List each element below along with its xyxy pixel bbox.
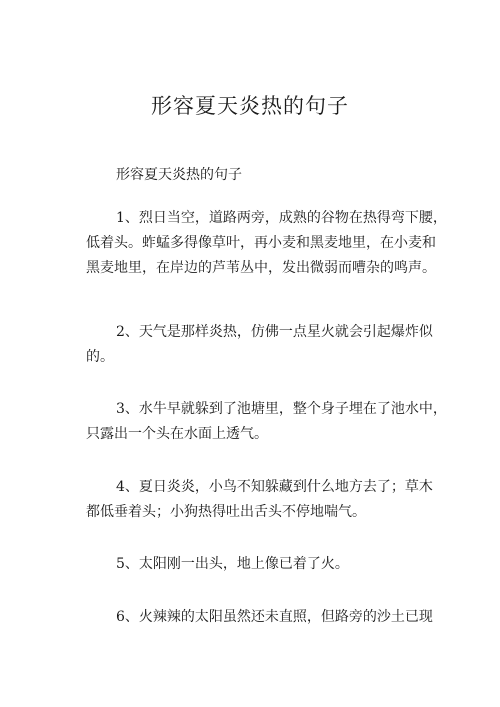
paragraph-line: 低着头。蚱蜢多得像草叶，再小麦和黑麦地里，在小麦和 — [86, 235, 436, 251]
paragraph-5 — [86, 552, 432, 577]
paragraph-line: 4、夏日炎炎，小鸟不知躲藏到什么地方去了；草木 — [116, 479, 433, 495]
paragraph-line: 6、火辣辣的太阳虽然还未直照，但路旁的沙土已现 — [116, 609, 433, 625]
paragraph-line: 都低垂着头；小狗热得吐出舌头不停地喘气。 — [86, 504, 366, 520]
paragraph-1 — [86, 206, 447, 281]
paragraph-line: 的。 — [86, 349, 114, 365]
paragraph-2 — [86, 320, 432, 370]
paragraph-line: 只露出一个头在水面上透气。 — [86, 426, 268, 442]
paragraph-line: 1、烈日当空，道路两旁，成熟的谷物在热得弯下腰， — [116, 210, 447, 226]
paragraph-line: 3、水牛早就躲到了池塘里，整个身子埋在了池水中， — [116, 401, 447, 417]
document-subtitle: 形容夏天炎热的句子 — [116, 167, 242, 183]
document-title: 形容夏天炎热的句子 — [151, 94, 349, 118]
paragraph-line: 2、天气是那样炎热，仿佛一点星火就会引起爆炸似 — [116, 324, 433, 340]
paragraph-3 — [86, 397, 447, 447]
paragraph-6 — [86, 605, 432, 630]
paragraph-line: 5、太阳刚一出头，地上像已着了火。 — [116, 556, 349, 572]
paragraph-4 — [86, 475, 432, 525]
paragraph-line: 黑麦地里，在岸边的芦苇丛中，发出微弱而嘈杂的鸣声。 — [86, 260, 436, 276]
